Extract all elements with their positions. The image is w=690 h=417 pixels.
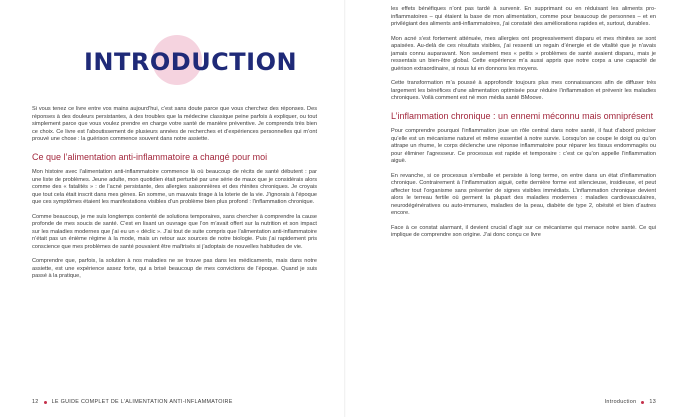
title-block [32,38,317,88]
page-number-right: 13 [649,399,656,405]
page-title: INTRODUCTION [84,48,298,76]
body-paragraph: Pour comprendre pourquoi l’inflammation joue un rôle central dans notre santé, il faut d’abord préciser qu’elle est un mécanisme naturel et même essentiel à notre survie. Lorsqu’on se coupe le doigt ou qu’on attrape un rhume, le corps déclenche une réponse inflammatoire pour réparer les tissus endommagés ou pour éliminer l’agresseur. Ce processus est rapide et temporaire : c’est ce qu’on appelle l’inflammation aiguë. [391,128,656,164]
section-heading-inflammation: L’inflammation chronique : un ennemi méconnu mais omniprésent [391,110,654,121]
body-paragraph: Mon acné s’est fortement atténuée, mes allergies ont progressivement disparu et mes rhinites se sont apaisées. Au-delà de ces résultats visibles, j’ai ressenti un regain d’énergie et de vitalité que je n’avais jamais connu auparavant. Non seulement mes « petits » problèmes de santé avaient disparu, mais je ressentais un bien-être global. Cette expérience m’a aussi appris que notre corps a une capacité de guérison extraordinaire, si nous lui en donnons les moyens. [391,35,656,72]
body-paragraph: Mon histoire avec l’alimentation anti-inflammatoire commence là où beaucoup de récits de santé débutent : par une liste de problèmes. Jeune adulte, mon quotidien était perturbé par une série de maux que je considérais alors comme des « fatalités » : de l’acné persistante, des allergies saisonnières et des rhinites chroniques. Je croyais que tout cela était inscrit dans mes gènes. En somme, un mauvais tirage à la loterie de la vie. J’ignorais à l’époque que ces symptômes étaient les manifestations visibles d’un problème bien plus profond : l’inflammation chronique. [32,169,317,205]
body-paragraph: Cette transformation m’a poussé à approfondir toujours plus mes connaissances afin de diffuser très largement les bénéfices d’une alimentation optimisée pour réduire l’inflammation et prévenir les maladies chroniques. Voilà comment est né mon média santé BMoove. [391,80,656,101]
chapter-name-footer: Introduction [604,399,637,405]
footer-dot-icon [641,401,644,404]
left-footer [32,399,233,405]
page-number-left: 12 [32,399,39,405]
body-paragraph: En revanche, si ce processus s’emballe et persiste à long terme, on entre dans un état d’inflammation chronique. Contrairement à l’inflammation aiguë, cette dernière forme est silencieuse, insidieuse, et peut affecter tout l’organisme sans présenter de signes visibles immédiats. L’inflammation chronique devient alors le terreau fertile où germent la plupart des maladies modernes : maladies cardiovasculaires, neurodégénératives ou auto-immunes, maladies de la peau, diabète de type 2, obésité et bien d’autres encore. [391,172,656,216]
right-page [345,0,690,417]
body-paragraph: Comprendre que, parfois, la solution à nos maladies ne se trouve pas dans les médicaments, mais dans notre assiette, est une expérience assez forte, qui a brisé beaucoup de mes convictions de l’époque. Quand je suis passé à la pratique, [32,258,317,279]
body-paragraph: les effets bénéfiques n’ont pas tardé à survenir. En supprimant ou en réduisant les aliments pro-inflammatoires – qui étaient la base de mon alimentation, comme pour beaucoup de personnes – et en privilégiant des aliments anti-inflammatoires, j’ai constaté des améliorations rapides et, surtout, durables. [391,6,656,27]
book-title-footer: LE GUIDE COMPLET DE L’ALIMENTATION ANTI-INFLAMMATOIRE [51,399,233,405]
body-paragraph: Face à ce constat alarmant, il devient crucial d’agir sur ce mécanisme qui menace notre santé. Ce qui implique de comprendre son origine. J’ai donc conçu ce livre [391,224,656,238]
section-heading-personal: Ce que l’alimentation anti-inflammatoire a changé pour moi [32,151,268,162]
footer-dot-icon [44,401,47,404]
body-paragraph: Comme beaucoup, je me suis longtemps contenté de solutions temporaires, sans chercher à comprendre la cause profonde de mes soucis de santé. C’est en lisant un ouvrage que l’on m’avait offert sur la nutrition et son impact sur les maladies modernes que j’ai eu un « déclic ». J’ai tout de suite compris que l’alimentation anti-inflammatoire n’était pas un énième régime à la mode, mais un retour aux sources de notre biologie. Puis j’ai rapidement pris conscience que mes problèmes de santé pouvaient être maîtrisés si j’adoptais de nouvelles habitudes de vie. [32,213,317,250]
intro-paragraph: Si vous tenez ce livre entre vos mains aujourd’hui, c’est sans doute parce que vous cherchez des réponses. Des réponses à des douleurs persistantes, à des troubles que la médecine classique peine parfois à expliquer, ou tout simplement parce que vous voulez prendre en charge votre santé de manière préventive. Je comprends très bien ce choix. Ce livre est l’aboutissement de plusieurs années de recherches et d’expériences personnelles qui m’ont prouvé une chose : la guérison commence souvent dans notre assiette. [32,106,317,142]
right-footer [605,399,656,405]
